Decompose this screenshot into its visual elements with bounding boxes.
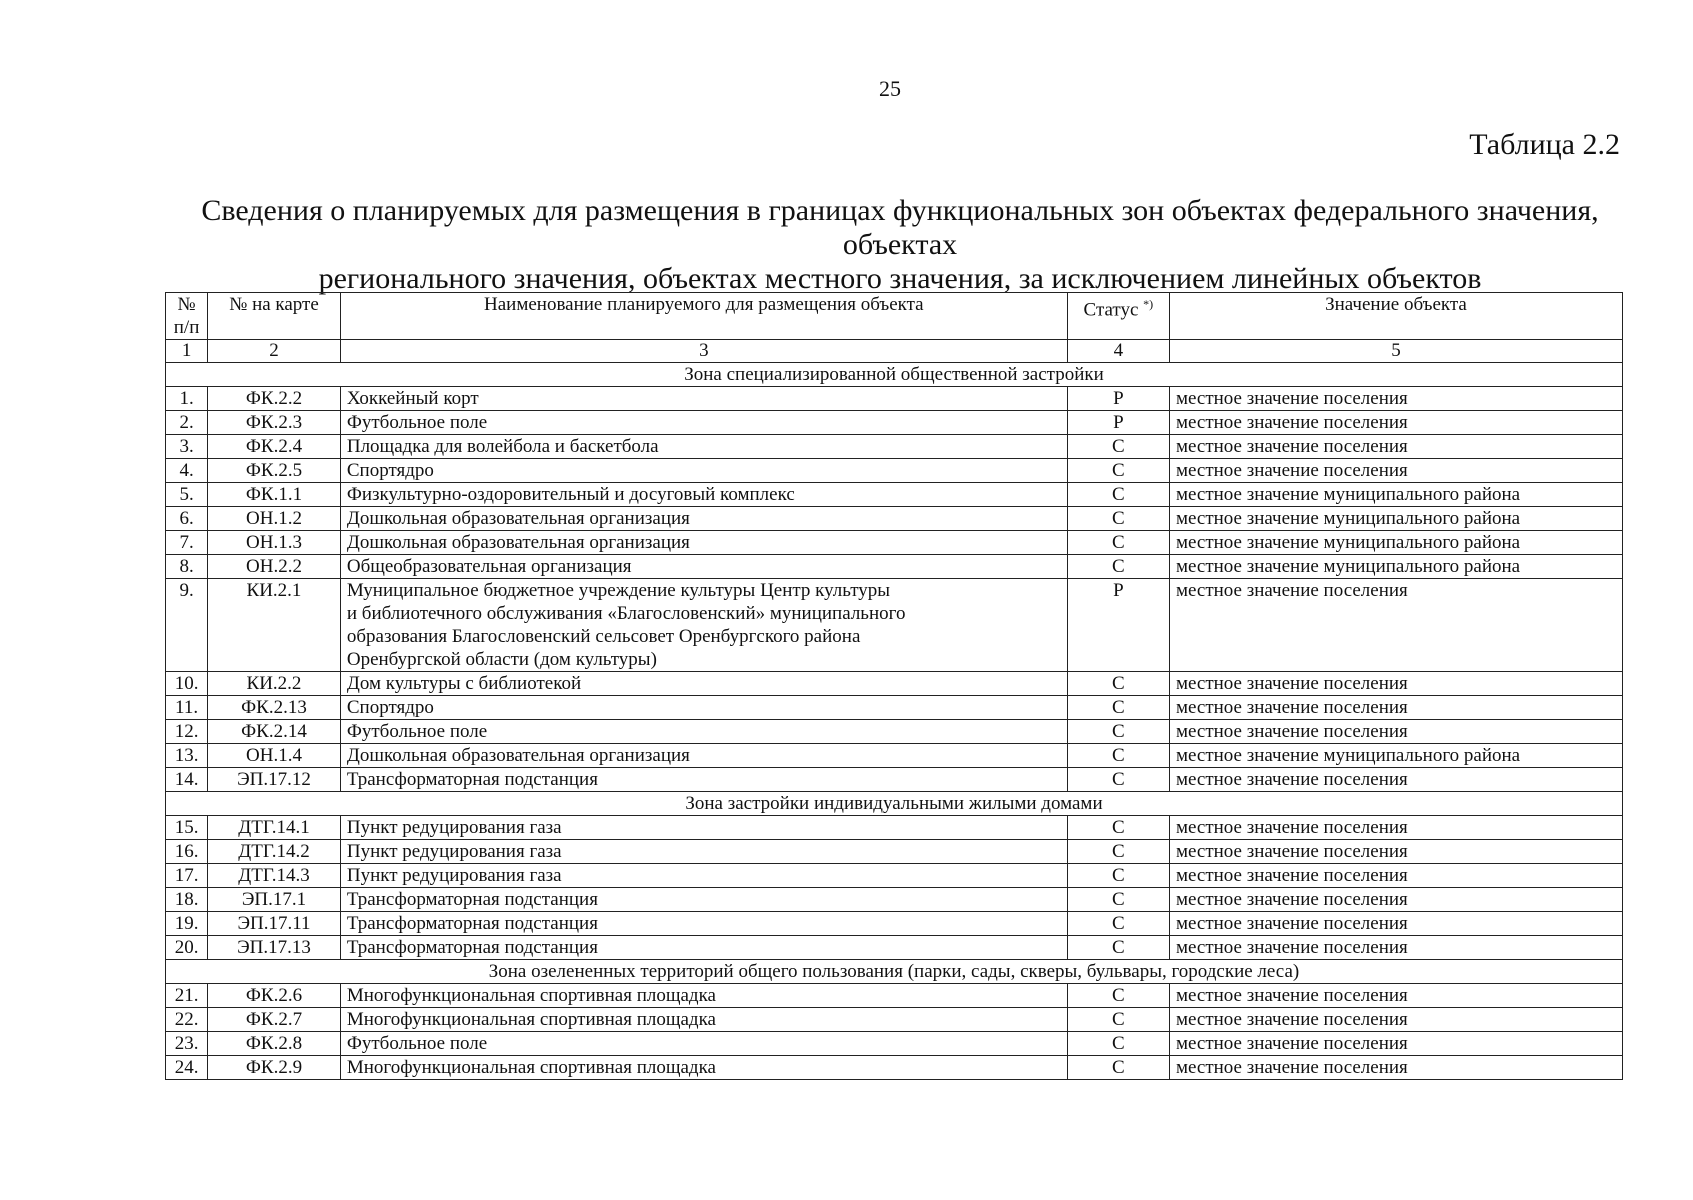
row-number: 5.	[166, 483, 208, 507]
row-object-name: Дошкольная образовательная организация	[340, 531, 1067, 555]
column-number: 3	[340, 340, 1067, 363]
zone-title: Зона застройки индивидуальными жилыми домами	[166, 792, 1623, 816]
column-number: 1	[166, 340, 208, 363]
table-row	[166, 435, 1623, 459]
row-number: 21.	[166, 984, 208, 1008]
page-number: 25	[879, 76, 901, 101]
row-significance: местное значение поселения	[1169, 387, 1622, 411]
row-map-code: ФК.2.13	[208, 696, 341, 720]
row-object-name: Футбольное поле	[340, 411, 1067, 435]
row-number: 12.	[166, 720, 208, 744]
row-object-name: Хоккейный корт	[340, 387, 1067, 411]
row-object-name: Физкультурно-оздоровительный и досуговый комплекс	[340, 483, 1067, 507]
row-number: 1.	[166, 387, 208, 411]
row-significance: местное значение муниципального района	[1169, 744, 1622, 768]
row-map-code: ЭП.17.1	[208, 888, 341, 912]
table-row	[166, 744, 1623, 768]
row-object-name: Дошкольная образовательная организация	[340, 744, 1067, 768]
row-map-code: ФК.2.14	[208, 720, 341, 744]
row-status: С	[1067, 435, 1169, 459]
row-significance: местное значение поселения	[1169, 912, 1622, 936]
header-status-footnote: *)	[1143, 297, 1154, 311]
row-significance: местное значение поселения	[1169, 579, 1622, 672]
row-significance: местное значение поселения	[1169, 672, 1622, 696]
objects-table	[165, 292, 1623, 1080]
zone-title: Зона специализированной общественной застройки	[166, 363, 1623, 387]
row-number: 14.	[166, 768, 208, 792]
row-significance: местное значение поселения	[1169, 984, 1622, 1008]
row-object-name: Площадка для волейбола и баскетбола	[340, 435, 1067, 459]
row-number: 17.	[166, 864, 208, 888]
row-number: 23.	[166, 1032, 208, 1056]
row-map-code: ФК.2.7	[208, 1008, 341, 1032]
document-title-line-1: Сведения о планируемых для размещения в границах функциональных зон объектах федерального значения, объектах	[201, 194, 1599, 261]
table-header-row	[166, 293, 1623, 340]
header-status-label: Статус	[1083, 299, 1139, 321]
row-map-code: ЭП.17.12	[208, 768, 341, 792]
zone-row	[166, 363, 1623, 387]
row-object-name: Многофункциональная спортивная площадка	[340, 1056, 1067, 1080]
table-row	[166, 816, 1623, 840]
row-map-code: ФК.1.1	[208, 483, 341, 507]
row-number: 4.	[166, 459, 208, 483]
row-object-name: Спортядро	[340, 696, 1067, 720]
row-object-name: Трансформаторная подстанция	[340, 912, 1067, 936]
row-status: С	[1067, 912, 1169, 936]
table-row	[166, 459, 1623, 483]
row-status: С	[1067, 984, 1169, 1008]
row-number: 15.	[166, 816, 208, 840]
row-status: С	[1067, 1008, 1169, 1032]
row-object-name: Футбольное поле	[340, 1032, 1067, 1056]
row-map-code: ДТГ.14.3	[208, 864, 341, 888]
row-number: 16.	[166, 840, 208, 864]
row-number: 6.	[166, 507, 208, 531]
header-num: № п/п	[166, 293, 208, 340]
row-map-code: ФК.2.6	[208, 984, 341, 1008]
row-status: С	[1067, 483, 1169, 507]
row-status: С	[1067, 840, 1169, 864]
row-status: С	[1067, 744, 1169, 768]
row-significance: местное значение поселения	[1169, 888, 1622, 912]
row-status: Р	[1067, 387, 1169, 411]
row-significance: местное значение поселения	[1169, 435, 1622, 459]
row-significance: местное значение поселения	[1169, 1008, 1622, 1032]
row-map-code: ФК.2.8	[208, 1032, 341, 1056]
table-row	[166, 840, 1623, 864]
table-row	[166, 864, 1623, 888]
zone-row	[166, 792, 1623, 816]
row-map-code: ФК.2.9	[208, 1056, 341, 1080]
row-significance: местное значение поселения	[1169, 720, 1622, 744]
row-status: С	[1067, 864, 1169, 888]
row-map-code: ФК.2.5	[208, 459, 341, 483]
row-object-name: Трансформаторная подстанция	[340, 936, 1067, 960]
row-map-code: ДТГ.14.2	[208, 840, 341, 864]
document-title	[160, 194, 1640, 296]
zone-row	[166, 960, 1623, 984]
row-significance: местное значение муниципального района	[1169, 555, 1622, 579]
row-map-code: ОН.1.2	[208, 507, 341, 531]
row-number: 11.	[166, 696, 208, 720]
table-row	[166, 720, 1623, 744]
row-status: С	[1067, 768, 1169, 792]
row-map-code: ОН.1.3	[208, 531, 341, 555]
row-status: С	[1067, 1032, 1169, 1056]
row-status: С	[1067, 816, 1169, 840]
row-status: С	[1067, 936, 1169, 960]
table-row	[166, 387, 1623, 411]
row-status: С	[1067, 672, 1169, 696]
row-object-name: Многофункциональная спортивная площадка	[340, 1008, 1067, 1032]
row-object-name: Многофункциональная спортивная площадка	[340, 984, 1067, 1008]
column-number-row	[166, 340, 1623, 363]
row-map-code: ФК.2.4	[208, 435, 341, 459]
row-number: 19.	[166, 912, 208, 936]
row-significance: местное значение поселения	[1169, 768, 1622, 792]
row-status: Р	[1067, 411, 1169, 435]
row-significance: местное значение муниципального района	[1169, 507, 1622, 531]
row-map-code: КИ.2.1	[208, 579, 341, 672]
row-number: 3.	[166, 435, 208, 459]
table-row	[166, 1056, 1623, 1080]
table-body	[166, 363, 1623, 1080]
row-number: 20.	[166, 936, 208, 960]
table-row	[166, 768, 1623, 792]
row-significance: местное значение поселения	[1169, 864, 1622, 888]
row-number: 22.	[166, 1008, 208, 1032]
row-significance: местное значение поселения	[1169, 411, 1622, 435]
row-number: 18.	[166, 888, 208, 912]
row-status: С	[1067, 720, 1169, 744]
row-object-name: Дом культуры с библиотекой	[340, 672, 1067, 696]
row-object-name: Пункт редуцирования газа	[340, 816, 1067, 840]
table-row	[166, 912, 1623, 936]
row-significance: местное значение поселения	[1169, 1056, 1622, 1080]
table-row	[166, 984, 1623, 1008]
row-object-name: Пункт редуцирования газа	[340, 840, 1067, 864]
row-significance: местное значение поселения	[1169, 840, 1622, 864]
row-significance: местное значение муниципального района	[1169, 531, 1622, 555]
row-object-name: Футбольное поле	[340, 720, 1067, 744]
header-map: № на карте	[208, 293, 341, 340]
table-row	[166, 483, 1623, 507]
table-row	[166, 696, 1623, 720]
row-map-code: ФК.2.2	[208, 387, 341, 411]
row-number: 2.	[166, 411, 208, 435]
row-status: С	[1067, 459, 1169, 483]
row-number: 8.	[166, 555, 208, 579]
table-row	[166, 411, 1623, 435]
table-row	[166, 1008, 1623, 1032]
row-status: С	[1067, 531, 1169, 555]
row-significance: местное значение муниципального района	[1169, 483, 1622, 507]
row-object-name: Общеобразовательная организация	[340, 555, 1067, 579]
header-name: Наименование планируемого для размещения объекта	[340, 293, 1067, 340]
row-number: 9.	[166, 579, 208, 672]
row-status: Р	[1067, 579, 1169, 672]
table-row	[166, 579, 1623, 672]
row-significance: местное значение поселения	[1169, 816, 1622, 840]
row-object-name: Пункт редуцирования газа	[340, 864, 1067, 888]
row-map-code: ФК.2.3	[208, 411, 341, 435]
row-object-name: Муниципальное бюджетное учреждение культуры Центр культуры и библиотечного обслуживания «Благословенский» муниципального образования Благословенский сельсовет Оренбургского района Оренбургской области (дом культуры)	[340, 579, 1067, 672]
row-number: 13.	[166, 744, 208, 768]
row-status: С	[1067, 888, 1169, 912]
row-number: 7.	[166, 531, 208, 555]
column-number: 5	[1169, 340, 1622, 363]
row-status: С	[1067, 1056, 1169, 1080]
row-number: 10.	[166, 672, 208, 696]
row-status: С	[1067, 507, 1169, 531]
table-row	[166, 888, 1623, 912]
row-significance: местное значение поселения	[1169, 459, 1622, 483]
row-number: 24.	[166, 1056, 208, 1080]
row-map-code: КИ.2.2	[208, 672, 341, 696]
table-row	[166, 531, 1623, 555]
row-map-code: ЭП.17.13	[208, 936, 341, 960]
column-number: 4	[1067, 340, 1169, 363]
zone-title: Зона озелененных территорий общего пользования (парки, сады, скверы, бульвары, городские леса)	[166, 960, 1623, 984]
document-title-line-2: регионального значения, объектах местного значения, за исключением линейных объектов	[318, 262, 1482, 295]
row-object-name: Спортядро	[340, 459, 1067, 483]
table-row	[166, 507, 1623, 531]
row-significance: местное значение поселения	[1169, 936, 1622, 960]
row-status: С	[1067, 555, 1169, 579]
column-number: 2	[208, 340, 341, 363]
row-map-code: ДТГ.14.1	[208, 816, 341, 840]
table-row	[166, 555, 1623, 579]
table-caption: Таблица 2.2	[1469, 128, 1620, 161]
table-row	[166, 672, 1623, 696]
row-object-name: Трансформаторная подстанция	[340, 888, 1067, 912]
header-status	[1067, 293, 1169, 340]
row-object-name: Трансформаторная подстанция	[340, 768, 1067, 792]
row-status: С	[1067, 696, 1169, 720]
row-significance: местное значение поселения	[1169, 1032, 1622, 1056]
header-significance: Значение объекта	[1169, 293, 1622, 340]
row-significance: местное значение поселения	[1169, 696, 1622, 720]
row-map-code: ОН.2.2	[208, 555, 341, 579]
row-object-name: Дошкольная образовательная организация	[340, 507, 1067, 531]
table-row	[166, 1032, 1623, 1056]
row-map-code: ЭП.17.11	[208, 912, 341, 936]
row-map-code: ОН.1.4	[208, 744, 341, 768]
table-row	[166, 936, 1623, 960]
